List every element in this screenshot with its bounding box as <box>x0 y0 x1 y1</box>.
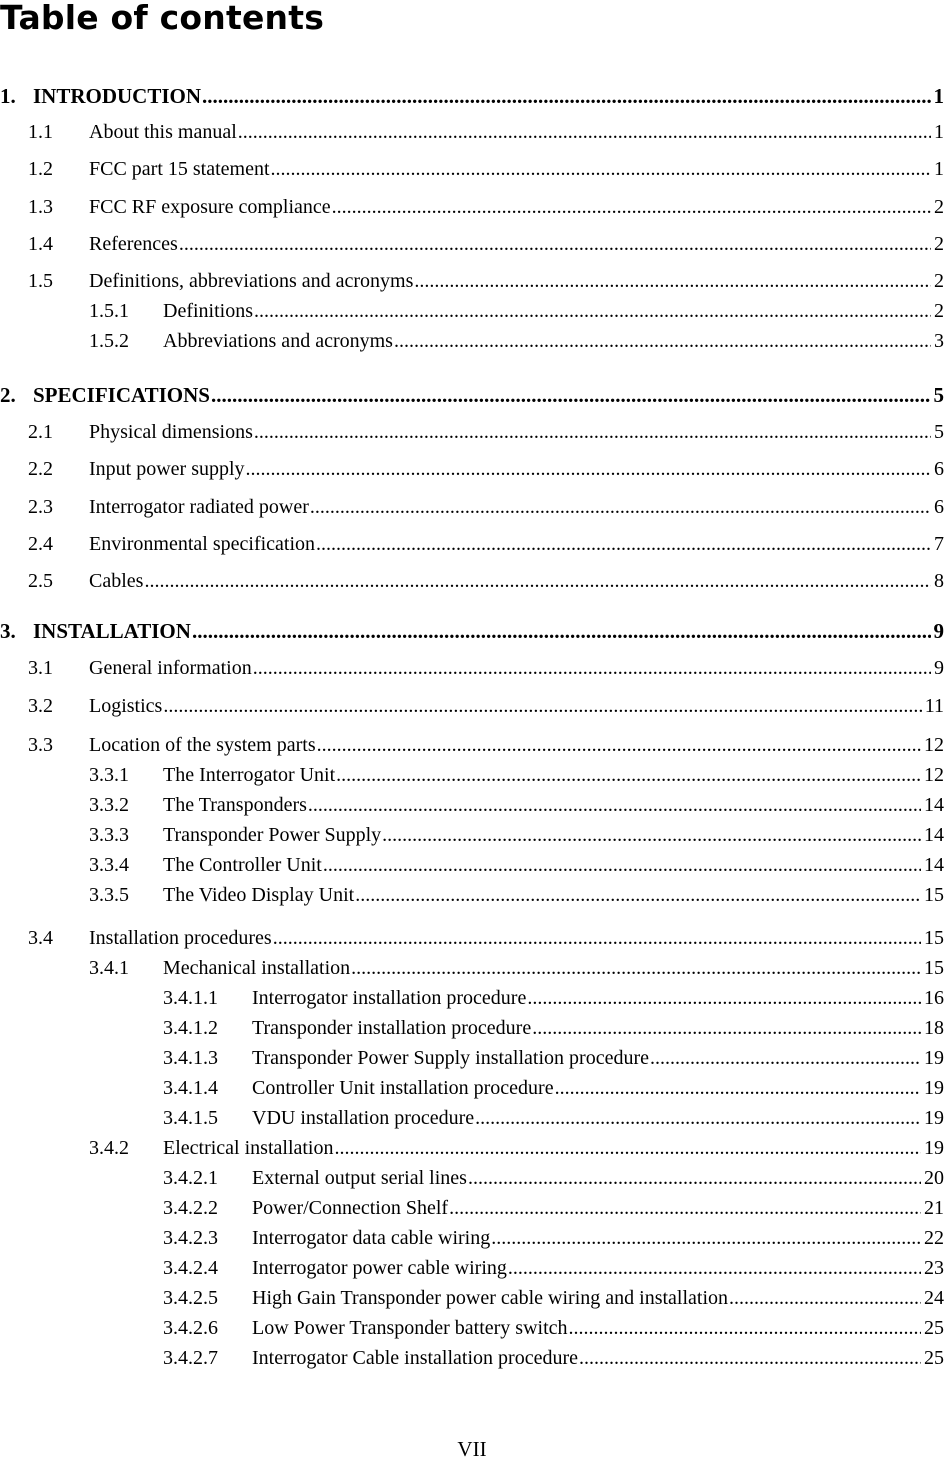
toc-entry-page: 7 <box>934 533 944 555</box>
toc-entry-title: Controller Unit installation procedure <box>252 1077 554 1099</box>
toc-entry-number: 3. <box>0 619 16 643</box>
toc-entry[interactable] <box>28 925 944 951</box>
toc-entry[interactable] <box>163 1315 944 1341</box>
toc-entry-title: The Controller Unit <box>163 854 322 876</box>
toc-entry[interactable] <box>163 1045 944 1071</box>
toc-entry-title: Electrical installation <box>163 1137 334 1159</box>
toc-entry-title: Transponder Power Supply installation procedure <box>252 1047 649 1069</box>
toc-entry-number: 2.4 <box>28 533 53 555</box>
toc-entry[interactable] <box>163 1195 944 1221</box>
toc-entry-number: 3.4.1.5 <box>163 1107 218 1129</box>
toc-entry-page: 1 <box>933 84 944 108</box>
toc-entry-number: 1.4 <box>28 233 53 255</box>
toc-entry-number: 3.4.1.4 <box>163 1077 218 1099</box>
toc-entry[interactable] <box>28 494 944 520</box>
toc-entry-number: 1.5.1 <box>89 300 129 322</box>
toc-entry-page: 15 <box>924 957 944 979</box>
toc-dot-leader <box>202 83 930 109</box>
toc-entry[interactable] <box>28 194 944 220</box>
toc-entry[interactable] <box>89 955 944 981</box>
toc-entry-title: Definitions <box>163 300 253 322</box>
toc-entry-number: 3.3 <box>28 734 53 756</box>
toc-dot-leader <box>308 792 921 818</box>
toc-entry-title: Interrogator power cable wiring <box>252 1257 507 1279</box>
toc-entry[interactable] <box>163 1075 944 1101</box>
toc-dot-leader <box>163 693 921 719</box>
toc-dot-leader <box>323 852 921 878</box>
toc-entry-title: The Transponders <box>163 794 307 816</box>
toc-entry-title: Interrogator installation procedure <box>252 987 527 1009</box>
toc-entry-page: 20 <box>924 1167 944 1189</box>
toc-entry-title: Installation procedures <box>89 927 272 949</box>
toc-entry-page: 5 <box>933 383 944 407</box>
toc-entry[interactable] <box>0 83 944 109</box>
toc-entry-page: 25 <box>924 1317 944 1339</box>
toc-entry-page: 3 <box>934 330 944 352</box>
toc-entry[interactable] <box>163 1105 944 1131</box>
toc-entry-number: 3.4.2.1 <box>163 1167 218 1189</box>
toc-entry-title: External output serial lines <box>252 1167 467 1189</box>
toc-entry-page: 2 <box>934 270 944 292</box>
page-title: Table of contents <box>0 0 325 37</box>
toc-entry-title: The Interrogator Unit <box>163 764 336 786</box>
toc-entry[interactable] <box>89 328 944 354</box>
toc-entry-number: 3.4.2.2 <box>163 1197 218 1219</box>
toc-entry-number: 3.3.2 <box>89 794 129 816</box>
toc-entry-page: 24 <box>924 1287 944 1309</box>
toc-entry-page: 9 <box>934 657 944 679</box>
toc-entry-number: 3.4.1.3 <box>163 1047 218 1069</box>
toc-entry-page: 19 <box>924 1077 944 1099</box>
toc-entry-title: VDU installation procedure <box>252 1107 475 1129</box>
toc-entry-page: 12 <box>924 764 944 786</box>
toc-entry-page: 19 <box>924 1137 944 1159</box>
toc-entry-title: Abbreviations and acronyms <box>163 330 393 352</box>
toc-dot-leader <box>336 762 921 788</box>
toc-dot-leader <box>254 419 931 445</box>
toc-dot-leader <box>179 231 931 257</box>
toc-dot-leader <box>192 618 931 644</box>
toc-entry-title: Physical dimensions <box>89 421 253 443</box>
toc-entry-number: 1.5 <box>28 270 53 292</box>
toc-dot-leader <box>527 985 921 1011</box>
toc-entry-number: 3.4.2.3 <box>163 1227 218 1249</box>
toc-entry-page: 16 <box>924 987 944 1009</box>
page-number: VII <box>457 1437 487 1461</box>
toc-entry-number: 3.4.1.1 <box>163 987 218 1009</box>
toc-entry-title: References <box>89 233 178 255</box>
toc-entry-page: 14 <box>924 824 944 846</box>
toc-entry-number: 3.3.5 <box>89 884 129 906</box>
toc-entry-page: 14 <box>924 854 944 876</box>
toc-entry-number: 3.4.2.4 <box>163 1257 218 1279</box>
toc-entry-page: 8 <box>934 570 944 592</box>
toc-entry-number: 3.4.2.6 <box>163 1317 218 1339</box>
toc-dot-leader <box>569 1315 921 1341</box>
toc-dot-leader <box>414 268 931 294</box>
toc-dot-leader <box>579 1345 921 1371</box>
toc-entry[interactable] <box>89 852 944 878</box>
toc-entry-number: 3.4 <box>28 927 53 949</box>
toc-entry-title: The Video Display Unit <box>163 884 355 906</box>
toc-entry-number: 1.1 <box>28 121 53 143</box>
toc-entry-page: 19 <box>924 1047 944 1069</box>
toc-entry[interactable] <box>28 119 944 145</box>
toc-entry-number: 3.2 <box>28 695 53 717</box>
toc-entry[interactable] <box>28 456 944 482</box>
toc-entry-title: Interrogator radiated power <box>89 496 309 518</box>
toc-entry[interactable] <box>89 822 944 848</box>
toc-entry-page: 22 <box>924 1227 944 1249</box>
toc-dot-leader <box>449 1195 921 1221</box>
toc-entry-number: 2.5 <box>28 570 53 592</box>
toc-dot-leader <box>382 822 921 848</box>
toc-dot-leader <box>253 655 931 681</box>
toc-dot-leader <box>144 568 931 594</box>
toc-dot-leader <box>246 456 931 482</box>
toc-entry-page: 15 <box>924 927 944 949</box>
toc-entry[interactable] <box>28 156 944 182</box>
toc-dot-leader <box>508 1255 921 1281</box>
toc-dot-leader <box>468 1165 921 1191</box>
toc-entry-title: Logistics <box>89 695 163 717</box>
toc-dot-leader <box>271 156 931 182</box>
toc-entry-title: Interrogator data cable wiring <box>252 1227 491 1249</box>
toc-entry-number: 1. <box>0 84 16 108</box>
toc-entry-title: Low Power Transponder battery switch <box>252 1317 568 1339</box>
toc-entry-page: 2 <box>934 300 944 322</box>
toc-entry-number: 1.2 <box>28 158 53 180</box>
toc-entry-number: 1.5.2 <box>89 330 129 352</box>
toc-entry-title: Location of the system parts <box>89 734 316 756</box>
toc-entry-title: INTRODUCTION <box>33 84 202 108</box>
toc-entry[interactable] <box>0 618 944 644</box>
toc-entry[interactable] <box>89 298 944 324</box>
toc-entry-page: 2 <box>934 233 944 255</box>
toc-entry-page: 12 <box>924 734 944 756</box>
toc-entry-title: Environmental specification <box>89 533 316 555</box>
toc-entry-page: 6 <box>934 458 944 480</box>
toc-entry-number: 2.2 <box>28 458 53 480</box>
toc-dot-leader <box>254 298 931 324</box>
toc-dot-leader <box>238 119 931 145</box>
toc-dot-leader <box>355 882 921 908</box>
toc-entry-page: 23 <box>924 1257 944 1279</box>
toc-entry-number: 2. <box>0 383 16 407</box>
toc-entry[interactable] <box>163 1255 944 1281</box>
toc-dot-leader <box>475 1105 921 1131</box>
toc-entry-page: 25 <box>924 1347 944 1369</box>
toc-dot-leader <box>317 732 921 758</box>
toc-entry-title: Mechanical installation <box>163 957 351 979</box>
toc-entry-page: 1 <box>934 121 944 143</box>
toc-entry[interactable] <box>28 419 944 445</box>
toc-entry-title: SPECIFICATIONS <box>33 383 210 407</box>
toc-dot-leader <box>316 531 931 557</box>
toc-entry-title: High Gain Transponder power cable wiring and installation <box>252 1287 729 1309</box>
toc-entry-number: 3.4.1 <box>89 957 129 979</box>
toc-entry-title: Interrogator Cable installation procedure <box>252 1347 578 1369</box>
toc-dot-leader <box>650 1045 921 1071</box>
toc-entry-number: 3.3.4 <box>89 854 129 876</box>
toc-dot-leader <box>335 1135 922 1161</box>
toc-entry-number: 3.4.2.7 <box>163 1347 218 1369</box>
toc-entry-title: Cables <box>89 570 144 592</box>
toc-dot-leader <box>555 1075 921 1101</box>
toc-entry[interactable] <box>163 1285 944 1311</box>
toc-entry-title: Power/Connection Shelf <box>252 1197 449 1219</box>
toc-entry-number: 3.3.3 <box>89 824 129 846</box>
toc-dot-leader <box>211 382 931 408</box>
toc-entry-title: INSTALLATION <box>33 619 191 643</box>
toc-entry-number: 3.1 <box>28 657 53 679</box>
toc-entry-number: 2.3 <box>28 496 53 518</box>
toc-dot-leader <box>273 925 921 951</box>
toc-entry[interactable] <box>89 882 944 908</box>
toc-entry[interactable] <box>163 1345 944 1371</box>
toc-entry[interactable] <box>163 1225 944 1251</box>
toc-entry[interactable] <box>28 568 944 594</box>
toc-entry-page: 14 <box>924 794 944 816</box>
toc-entry[interactable] <box>28 268 944 294</box>
toc-entry-title: General information <box>89 657 252 679</box>
toc-entry-title: FCC part 15 statement <box>89 158 270 180</box>
toc-entry-page: 15 <box>924 884 944 906</box>
toc-dot-leader <box>491 1225 921 1251</box>
toc-entry[interactable] <box>28 732 944 758</box>
toc-entry-title: Definitions, abbreviations and acronyms <box>89 270 414 292</box>
toc-entry-number: 3.3.1 <box>89 764 129 786</box>
toc-entry-number: 3.4.2 <box>89 1137 129 1159</box>
toc-entry[interactable] <box>163 985 944 1011</box>
toc-entry[interactable] <box>163 1015 944 1041</box>
toc-dot-leader <box>310 494 931 520</box>
toc-entry[interactable] <box>89 1135 944 1161</box>
toc-dot-leader <box>332 194 931 220</box>
toc-entry[interactable] <box>89 792 944 818</box>
toc-entry-title: Transponder Power Supply <box>163 824 382 846</box>
toc-entry-page: 18 <box>924 1017 944 1039</box>
toc-entry[interactable] <box>28 655 944 681</box>
toc-entry[interactable] <box>163 1165 944 1191</box>
toc-entry-number: 1.3 <box>28 196 53 218</box>
toc-entry-page: 6 <box>934 496 944 518</box>
toc-entry-title: FCC RF exposure compliance <box>89 196 331 218</box>
toc-dot-leader <box>729 1285 921 1311</box>
toc-entry-page: 9 <box>933 619 944 643</box>
toc-entry-title: Input power supply <box>89 458 245 480</box>
toc-entry-page: 2 <box>934 196 944 218</box>
toc-entry[interactable] <box>89 762 944 788</box>
toc-dot-leader <box>394 328 931 354</box>
toc-entry[interactable] <box>28 531 944 557</box>
toc-entry-page: 1 <box>934 158 944 180</box>
toc-dot-leader <box>351 955 921 981</box>
toc-entry-number: 3.4.1.2 <box>163 1017 218 1039</box>
toc-dot-leader <box>532 1015 921 1041</box>
toc-entry-page: 5 <box>934 421 944 443</box>
toc-entry[interactable] <box>28 231 944 257</box>
toc-entry-title: About this manual <box>89 121 237 143</box>
toc-entry[interactable] <box>28 693 944 719</box>
toc-entry-page: 11 <box>924 695 944 717</box>
toc-entry-number: 3.4.2.5 <box>163 1287 218 1309</box>
toc-entry-number: 2.1 <box>28 421 53 443</box>
toc-entry-page: 21 <box>924 1197 944 1219</box>
toc-entry[interactable] <box>0 382 944 408</box>
toc-entry-title: Transponder installation procedure <box>252 1017 532 1039</box>
toc-entry-page: 19 <box>924 1107 944 1129</box>
